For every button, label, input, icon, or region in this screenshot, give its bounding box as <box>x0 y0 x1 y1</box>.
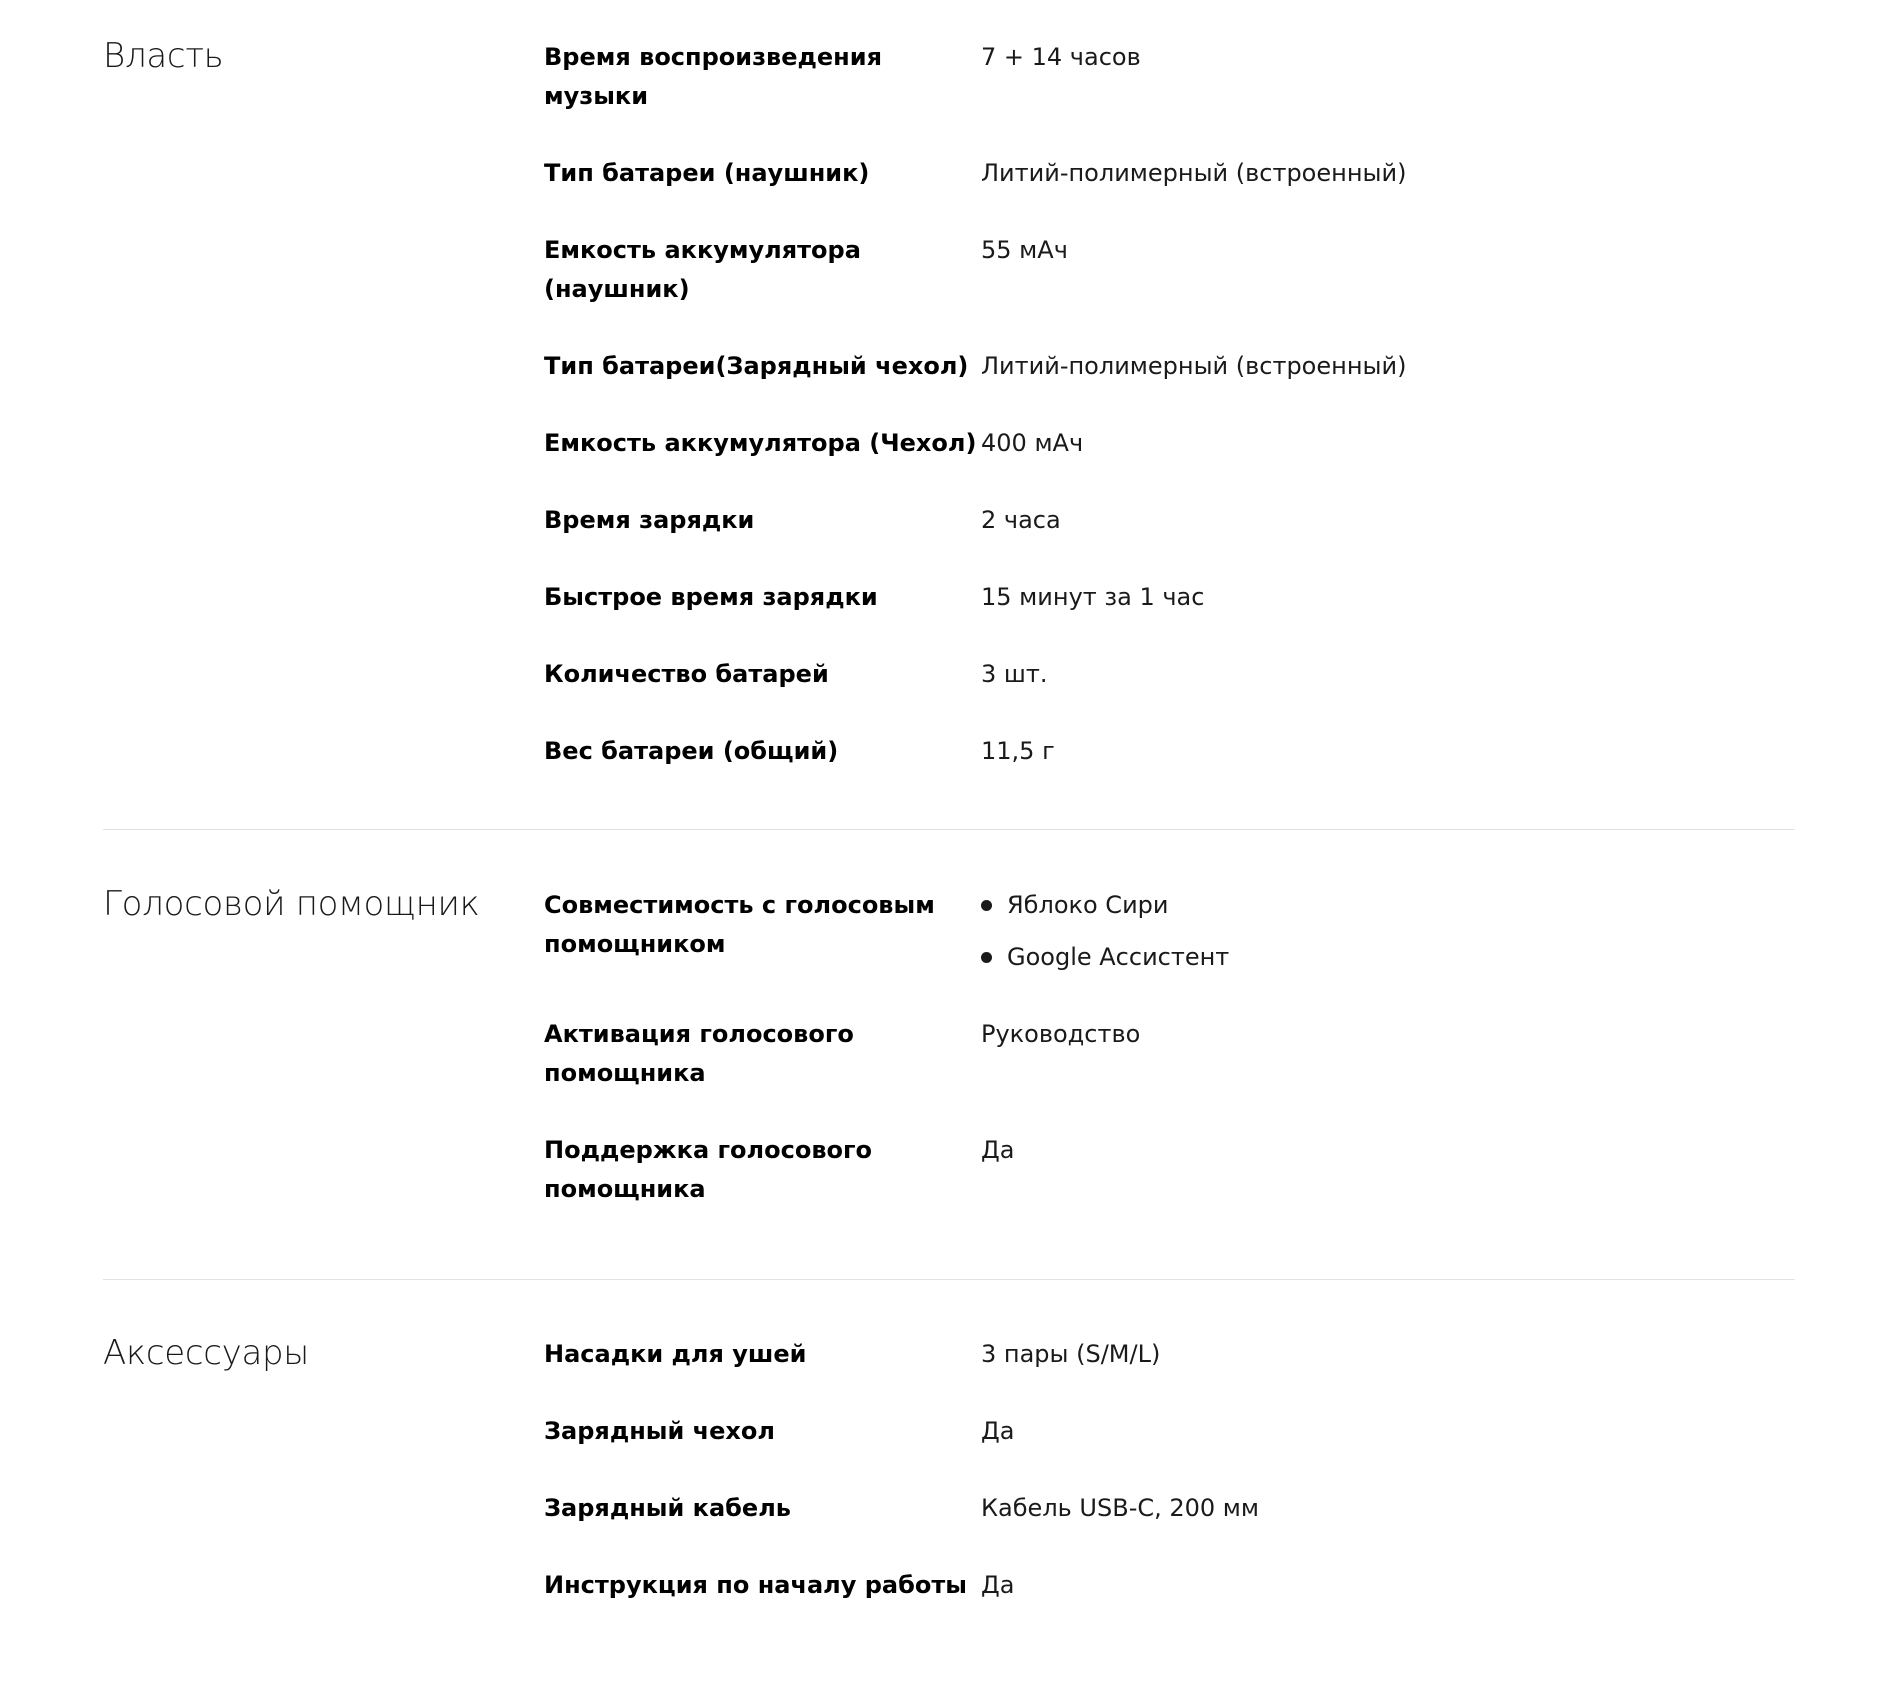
spec-label: Время воспроизведения музыки <box>544 43 882 110</box>
spec-label: Емкость аккумулятора (наушник) <box>544 236 861 303</box>
spec-value: 15 минут за 1 час <box>981 583 1205 611</box>
spec-label: Вес батареи (общий) <box>544 737 839 765</box>
spec-value: Руководство <box>981 1020 1141 1048</box>
spec-value <box>981 886 1795 977</box>
spec-row-battery-count <box>544 655 1795 694</box>
section-accessories <box>103 1279 1795 1645</box>
spec-value: 3 шт. <box>981 660 1048 688</box>
section-title-power: Власть <box>103 36 224 76</box>
spec-row-battery-capacity-earbud <box>544 231 1795 309</box>
spec-label: Инструкция по началу работы <box>544 1571 967 1599</box>
spec-row-voice-compatibility <box>544 886 1795 977</box>
spec-row-charging-case <box>544 1412 1795 1451</box>
spec-value: Да <box>981 1136 1015 1164</box>
section-title-accessories: Аксессуары <box>103 1333 309 1373</box>
spec-label: Тип батареи (наушник) <box>544 159 870 187</box>
spec-label: Емкость аккумулятора (Чехол) <box>544 429 977 457</box>
spec-value: 55 мАч <box>981 236 1068 264</box>
spec-label: Быстрое время зарядки <box>544 583 878 611</box>
spec-value: 2 часа <box>981 506 1061 534</box>
spec-rows <box>544 38 1795 771</box>
spec-row-battery-weight <box>544 732 1795 771</box>
spec-label: Насадки для ушей <box>544 1340 807 1368</box>
list-item <box>981 886 1795 925</box>
spec-row-quick-start-guide <box>544 1566 1795 1605</box>
spec-value: 7 + 14 часов <box>981 43 1141 71</box>
spec-label: Время зарядки <box>544 506 755 534</box>
bullet-icon <box>981 900 992 911</box>
spec-value: Да <box>981 1571 1015 1599</box>
spec-row-battery-capacity-case <box>544 424 1795 463</box>
spec-row-charging-cable <box>544 1489 1795 1528</box>
spec-value: 400 мАч <box>981 429 1084 457</box>
bullet-icon <box>981 952 992 963</box>
spec-value: Литий-полимерный (встроенный) <box>981 159 1407 187</box>
spec-row-battery-type-case <box>544 347 1795 386</box>
spec-label: Активация голосового помощника <box>544 1020 854 1087</box>
spec-value: Кабель USB-C, 200 мм <box>981 1494 1260 1522</box>
section-title-voice-assistant: Голосовой помощник <box>103 884 480 924</box>
spec-row-charging-time <box>544 501 1795 540</box>
spec-label: Зарядный кабель <box>544 1494 791 1522</box>
spec-row-ear-tips <box>544 1335 1795 1374</box>
list-item <box>981 938 1795 977</box>
spec-label: Поддержка голосового помощника <box>544 1136 873 1203</box>
spec-row-battery-type-earbud <box>544 154 1795 193</box>
spec-label: Зарядный чехол <box>544 1417 775 1445</box>
spec-value: 3 пары (S/M/L) <box>981 1340 1161 1368</box>
spec-rows <box>544 886 1795 1209</box>
spec-row-fast-charging <box>544 578 1795 617</box>
assistant-name: Яблоко Сири <box>1007 891 1169 919</box>
spec-row-music-playtime <box>544 38 1795 116</box>
spec-row-voice-activation <box>544 1015 1795 1093</box>
spec-value: Литий-полимерный (встроенный) <box>981 352 1407 380</box>
spec-value: Да <box>981 1417 1015 1445</box>
spec-label: Тип батареи(Зарядный чехол) <box>544 352 969 380</box>
section-power <box>103 0 1795 829</box>
spec-value: 11,5 г <box>981 737 1055 765</box>
spec-row-voice-support <box>544 1131 1795 1209</box>
specs-page <box>103 0 1795 1645</box>
assistant-name: Google Ассистент <box>1007 943 1230 971</box>
spec-label: Количество батарей <box>544 660 829 688</box>
spec-rows <box>544 1335 1795 1605</box>
spec-label: Совместимость с голосовым помощником <box>544 891 935 958</box>
section-voice-assistant <box>103 829 1795 1279</box>
assistant-list <box>981 886 1795 977</box>
